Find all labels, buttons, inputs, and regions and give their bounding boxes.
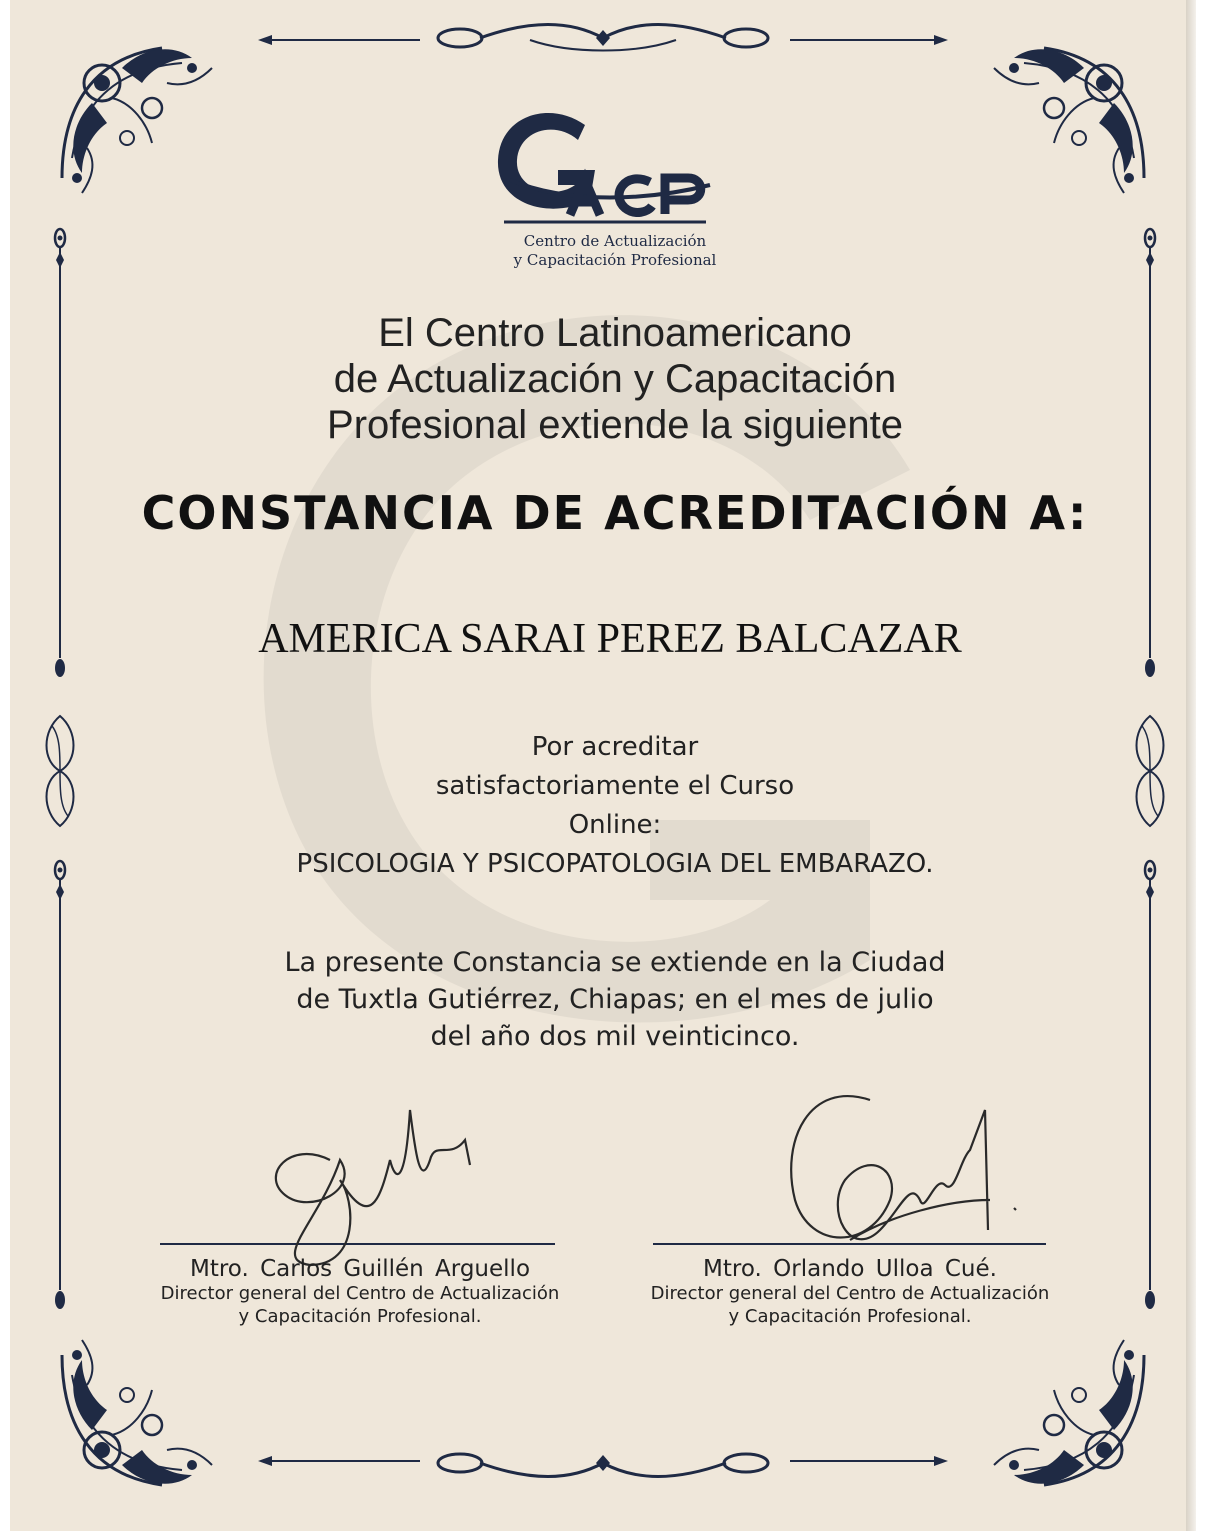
intro-text: [250, 310, 980, 448]
logo-subtitle-line1: Centro de Actualización: [523, 232, 707, 250]
logo-subtitle: [450, 232, 780, 270]
intro-line3: Profesional extiende la siguiente: [327, 403, 903, 447]
signatory-right: [610, 1256, 1090, 1328]
accreditation-reason: [250, 728, 980, 884]
intro-line1: El Centro Latinoamericano: [378, 311, 852, 355]
signatory-role-line1: Director general del Centro de Actualización: [650, 1283, 1050, 1304]
gacp-logo: [498, 113, 710, 222]
top-rule: [258, 25, 948, 51]
place-line1: La presente Constancia se extiende en la Ciudad: [284, 947, 946, 978]
intro-line2: de Actualización y Capacitación: [333, 357, 897, 401]
reason-line3: Online:: [568, 810, 662, 840]
signature-right: [791, 1096, 1016, 1240]
signatory-left: [120, 1256, 600, 1328]
reason-line1: Por acreditar: [531, 732, 699, 762]
certificate-page: [10, 0, 1196, 1531]
place-line3: del año dos mil veinticinco.: [430, 1021, 800, 1052]
recipient-name: AMERICA SARAI PEREZ BALCAZAR: [258, 616, 962, 662]
logo-subtitle-line2: y Capacitación Profesional: [513, 251, 717, 269]
reason-line2: satisfactoriamente el Curso: [435, 771, 795, 801]
signatory-role-line2: y Capacitación Profesional.: [728, 1306, 972, 1327]
bottom-rule: [258, 1454, 948, 1477]
page-edge-shadow: [1186, 0, 1196, 1531]
signatory-role-line2: y Capacitación Profesional.: [238, 1306, 482, 1327]
signatory-role-line1: Director general del Centro de Actualización: [160, 1283, 560, 1304]
signatory-name: Mtro. Carlos Guillén Arguello: [189, 1256, 531, 1282]
signatory-name: Mtro. Orlando Ulloa Cué.: [703, 1256, 997, 1282]
course-name: PSICOLOGIA Y PSICOPATOLOGIA DEL EMBARAZO.: [296, 849, 934, 879]
certificate-title: CONSTANCIA DE ACREDITACIÓN A:: [141, 486, 1089, 540]
issue-place-date: [240, 944, 990, 1055]
place-line2: de Tuxtla Gutiérrez, Chiapas; en el mes de julio: [296, 984, 934, 1015]
signature-left: [276, 1110, 470, 1265]
